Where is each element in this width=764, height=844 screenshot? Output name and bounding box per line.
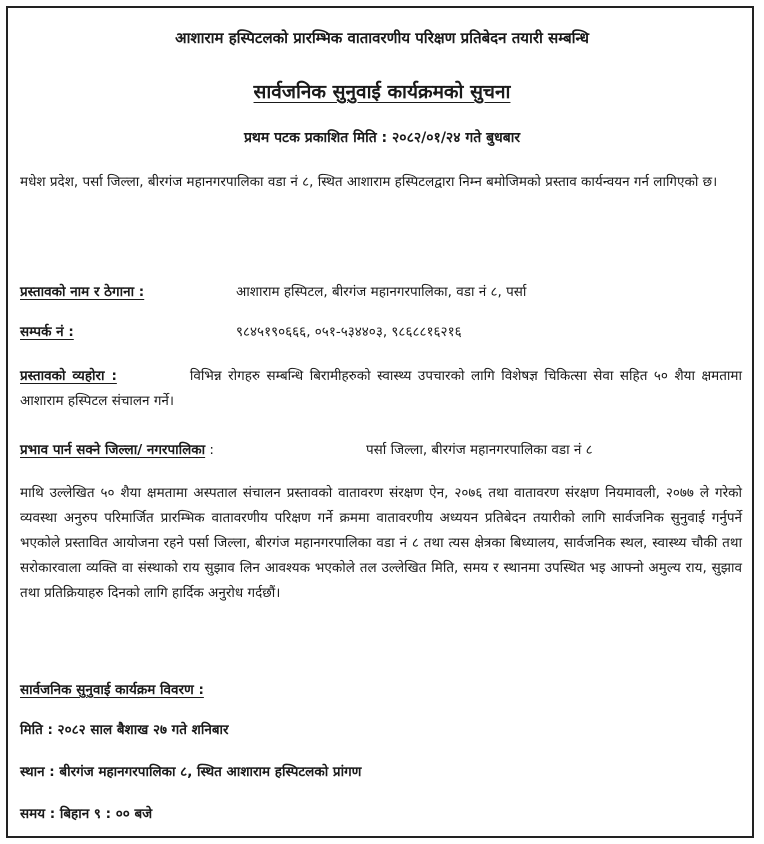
hearing-time: समय : बिहान ९ : ०० बजे [20,806,153,822]
hearing-details-heading: सार्वजनिक सुनुवाई कार्यक्रम विवरण : [20,682,204,698]
hearing-place: स्थान : बीरगंज महानगरपालिका ८, स्थित आशाराम हस्पिटलको प्रांगण [20,764,362,780]
affected-area-separator: : [209,442,214,458]
contact-value: ९८४५१९०६६६, ०५१-५३४४०३, ९८६८८१६२१६ [236,324,462,340]
affected-area-label: प्रभाव पार्न सक्ने जिल्ला/ नगरपालिका [20,442,206,458]
notice-header-title: आशाराम हस्पिटलको प्रारम्भिक वातावरणीय परिक्षण प्रतिबेदन तयारी सम्बन्धि [175,29,589,47]
proposal-name-row [20,282,742,300]
purpose-label: प्रस्तावको व्यहोरा : [20,368,117,384]
intro-paragraph: मधेश प्रदेश, पर्सा जिल्ला, बीरगंज महानगरपालिका वडा नं ८, स्थित आशाराम हस्पिटलद्वारा निम्न बमोजिमको प्रस्ताव कार्यन्वयन गर्न लागिएको छ। [20,174,718,190]
contact-label: सम्पर्क नं : [20,324,74,340]
body-paragraph: माथि उल्लेखित ५० शैया क्षमतामा अस्पताल संचालन प्रस्तावको वातावरण संरक्षण ऐन, २०७६ तथा वातावरण संरक्षण नियमावली, २०७७ ले गरेको व्यवस्था अनुरुप परिमार्जित प्रारम्भिक वातावरणीय परिक्षण गर्ने क्रममा वातावरणीय अध्ययन प्रतिबेदन तयारीको लागि सार्वजनिक सुनुवाई गर्नुपर्ने भएकोले प्रस्तावित आयोजना रहने पर्सा जिल्ला, बीरगंज महानगरपालिका वडा नं ८ तथा त्यस क्षेत्रका बिध्यालय, सार्वजनिक स्थल, स्वास्थ्य चौकी तथा सरोकारवाला व्यक्ति वा संस्थाको राय सुझाव लिन आवश्यक भएकोले तल उल्लेखित मिति, समय र स्थानमा उपस्थित भइ आफ्नो अमुल्य राय, सुझाव तथा प्रतिक्रियाहरु दिनको लागि हार्दिक अनुरोध गर्दछौं। [20,485,742,601]
contact-row [20,322,742,340]
affected-area-row [20,440,742,458]
hearing-date: मिति : २०८२ साल बैशाख २७ गते शनिबार [20,722,229,738]
purpose-paragraph [20,364,742,414]
notice-title: सार्वजनिक सुनुवाई कार्यक्रमको सुचना [253,81,511,103]
published-date: प्रथम पटक प्रकाशित मिति : २०८२/०१/२४ गते बुधबार [243,130,521,146]
proposal-name-value: आशाराम हस्पिटल, बीरगंज महानगरपालिका, वडा नं ८, पर्सा [236,284,527,300]
proposal-name-label: प्रस्तावको नाम र ठेगाना : [20,284,145,300]
purpose-value: विभिन्न रोगहरु सम्बन्धि बिरामीहरुको स्वास्थ्य उपचारको लागि विशेषज्ञ चिकित्सा सेवा सहित ५० शैया क्षमतामा आशाराम हस्पिटल संचालन गर्ने। [20,368,742,409]
affected-area-value: पर्सा जिल्ला, बीरगंज महानगरपालिका वडा नं ८ [366,442,593,458]
